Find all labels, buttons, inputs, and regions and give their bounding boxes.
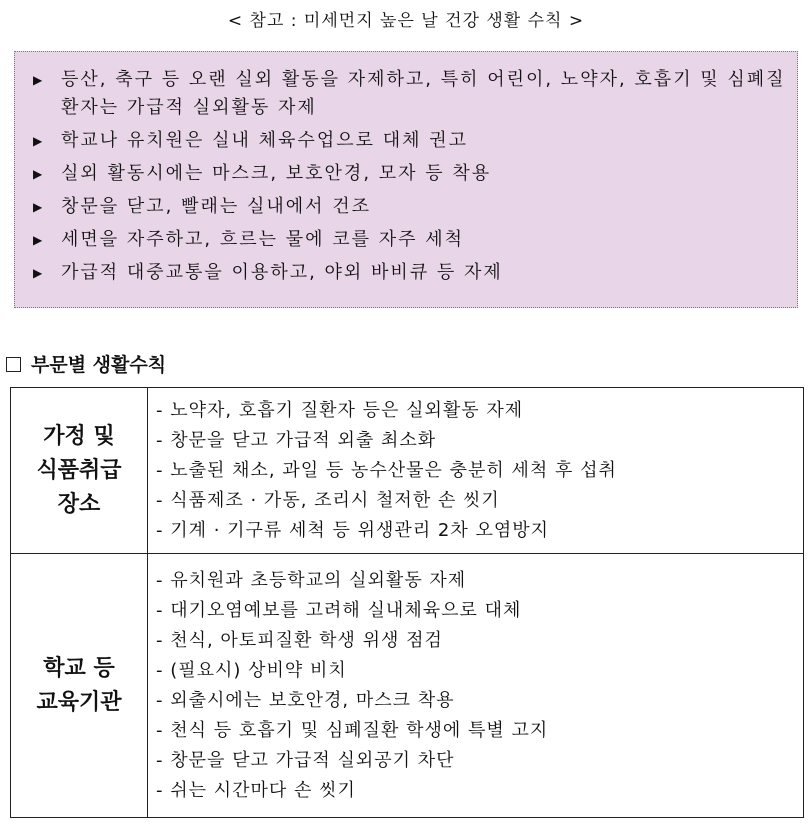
rule-item: - 쉬는 시간마다 손 씻기 [156,779,356,801]
tip-text: 가급적 대중교통을 이용하고, 야외 바비큐 등 자제 [61,262,503,283]
rule-item: - 외출시에는 보호안경, 마스크 착용 [156,689,455,711]
category-line: 가정 및 [43,423,115,449]
category-cell [11,388,148,554]
items-cell [148,388,804,554]
rules-table [10,387,804,818]
tips-box [14,51,798,308]
rule-item: - 유치원과 초등학교의 실외활동 자제 [156,569,467,591]
category-cell [11,554,148,818]
tip-item [33,259,787,287]
category-line: 교육기관 [36,689,122,715]
rule-item: - (필요시) 상비약 비치 [156,659,347,681]
rule-item: - 노출된 채소, 과일 등 농수산물은 충분히 세척 후 섭취 [156,459,617,481]
tips-list [15,52,797,287]
rule-item: - 천식 등 호흡기 및 심폐질환 학생에 특별 고지 [156,719,549,741]
category-line: 장소 [57,491,101,517]
tip-text: 학교나 유치원은 실내 체육수업으로 대체 권고 [61,130,468,151]
category-line: 식품취급 [36,457,122,483]
checkbox-square-icon [6,357,21,372]
tip-text: 등산, 축구 등 오랜 실외 활동을 자제하고, 특히 어린이, 노약자, 호흡기 및 심폐질환자는 가급적 실외활동 자제 [61,69,786,118]
rule-item: - 천식, 아토피질환 학생 위생 점검 [156,629,443,651]
triangle-bullet-icon: ▶ [33,73,45,87]
tip-item [33,160,787,188]
triangle-bullet-icon: ▶ [33,167,45,181]
reference-title: < 참고 : 미세먼지 높은 날 건강 생활 수칙 > [227,11,585,31]
triangle-bullet-icon: ▶ [33,233,45,247]
tip-item [33,226,787,254]
rule-item: - 기계 · 기구류 세척 등 위생관리 2차 오염방지 [156,519,550,541]
rule-item: - 대기오염예보를 고려해 실내체육으로 대체 [156,599,522,621]
triangle-bullet-icon: ▶ [33,266,45,280]
category-line: 학교 등 [43,655,115,681]
table-row [11,388,804,554]
table-row [11,554,804,818]
section-heading [6,350,166,377]
tip-item [33,66,787,122]
triangle-bullet-icon: ▶ [33,134,45,148]
triangle-bullet-icon: ▶ [33,200,45,214]
items-cell [148,554,804,818]
section-heading-text: 부문별 생활수칙 [31,354,167,376]
tip-item [33,127,787,155]
tip-text: 세면을 자주하고, 흐르는 물에 코를 자주 세척 [61,229,465,250]
tip-item [33,193,787,221]
rule-item: - 창문을 닫고 가급적 실외공기 차단 [156,749,455,771]
rule-item: - 노약자, 호흡기 질환자 등은 실외활동 자제 [156,399,524,421]
tip-text: 실외 활동시에는 마스크, 보호안경, 모자 등 착용 [61,163,492,184]
rule-item: - 창문을 닫고 가급적 외출 최소화 [156,429,437,451]
rule-item: - 식품제조 · 가동, 조리시 철저한 손 씻기 [156,489,500,511]
tip-text: 창문을 닫고, 빨래는 실내에서 건조 [61,196,372,217]
